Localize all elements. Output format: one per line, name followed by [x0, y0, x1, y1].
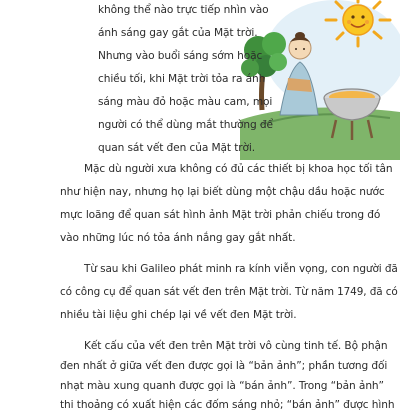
- text-line: ánh sáng gay gắt của Mặt trời.: [98, 27, 258, 39]
- text-line: đen nhất ở giữa vết đen được gọi là “bản ảnh”; phần tương đối: [60, 360, 388, 372]
- text-line: chiều tối, khi Mặt trời tỏa ra ánh: [98, 73, 266, 85]
- text-line: sáng màu đỏ hoặc màu cam, mọi: [98, 96, 273, 108]
- text-line: thi thoảng có xuất hiện các đốm sáng nhỏ; “bán ảnh” được hình: [60, 399, 395, 411]
- text-line: người có thể dùng mắt thường để: [98, 119, 273, 131]
- text-line: Nhưng vào buổi sáng sớm hoặc: [98, 50, 263, 62]
- text-line: quan sát vết đen của Mặt trời.: [98, 142, 256, 154]
- text-line: nhạt màu xung quanh được gọi là “bán ảnh”. Trong “bản ảnh”: [60, 380, 384, 392]
- text-line: mực loãng để quan sát hình ảnh Mặt trời phản chiếu trong đó: [60, 209, 381, 221]
- text-line: không thể nào trực tiếp nhìn vào: [98, 4, 269, 16]
- text-line: Kết cấu của vết đen trên Mặt trời vô cùng tinh tế. Bộ phận: [84, 340, 388, 352]
- text-line: như hiện nay, nhưng họ lại biết dùng một chậu dầu hoặc nước: [60, 186, 385, 198]
- text-line: vào những lúc nó tỏa ánh nắng gay gắt nhất.: [60, 232, 296, 244]
- text-line: Mặc dù người xưa không có đủ các thiết bị khoa học tối tân: [84, 163, 393, 175]
- text-line: nhiều tài liệu ghi chép lại về vết đen Mặt trời.: [60, 309, 297, 321]
- text-line: có công cụ để quan sát vết đen trên Mặt trời. Từ năm 1749, đã có: [60, 286, 398, 298]
- text-line: Từ sau khi Galileo phát minh ra kính viễn vọng, con người đã: [84, 263, 398, 275]
